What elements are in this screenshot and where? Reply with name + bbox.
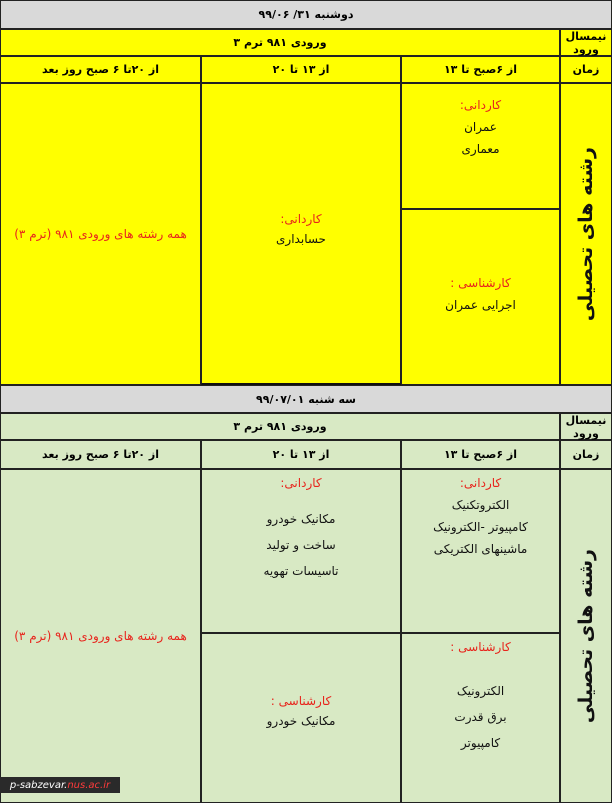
day1-term-label-text: نیمسال ورود	[565, 29, 607, 56]
day1-term-value	[0, 29, 560, 56]
day2-slot-2-karshenasi-item: مکانیک خودرو	[266, 714, 336, 728]
day2-slot-1-karshenasi-title: کارشناسی :	[450, 640, 511, 654]
day1-term-label	[560, 29, 612, 56]
day1-slot-1-kardani-title: کاردانی:	[459, 98, 502, 112]
day1-time-label-text: زمان	[572, 63, 600, 76]
site-watermark	[0, 777, 120, 793]
day2-slot-1-kardani-item: الکتروتکنیک	[451, 498, 510, 512]
day1-time-label	[560, 56, 612, 83]
watermark-suffix: nus.ac.ir	[67, 779, 111, 791]
day1-slot-3-text: همه رشته های ورودی ۹۸۱ (ترم ۳)	[14, 227, 187, 241]
day1-date-text: دوشنبه ۳۱/ ۹۹/۰۶	[258, 8, 354, 21]
day2-slot-1-header-text: از ۶صبح تا ۱۳	[443, 448, 518, 461]
day1-slot-1-header	[401, 56, 560, 83]
day1-slot-2-header	[201, 56, 401, 83]
day2-side-label-cell	[560, 469, 612, 803]
day2-side-label: رشته های تحصیلی	[575, 548, 597, 724]
day1-slot-2-header-text: از ۱۳ تا ۲۰	[272, 63, 330, 76]
day2-slot-1-karshenasi-item: برق قدرت	[454, 710, 507, 724]
day1-slot-1-header-text: از ۶صبح تا ۱۳	[443, 63, 518, 76]
day2-slot-3-header-text: از ۲۰تا ۶ صبح روز بعد	[42, 448, 159, 461]
day2-slot-2-kardani-item: ساخت و تولید	[266, 538, 336, 552]
day1-slot-1-kardani-item: عمران	[464, 120, 497, 134]
day2-slot-2-karshenasi-cell	[201, 633, 401, 803]
day1-slot-3-cell	[0, 83, 201, 385]
day2-slot-2-kardani-cell	[201, 469, 401, 633]
day2-slot-1-karshenasi-cell	[401, 633, 560, 803]
day2-slot-2-kardani-item: مکانیک خودرو	[266, 512, 336, 526]
day1-slot-1-karshenasi-title: کارشناسی :	[450, 276, 511, 290]
day2-slot-2-header	[201, 440, 401, 469]
day2-slot-1-kardani-item: ماشینهای الکتریکی	[433, 542, 528, 556]
day2-slot-3-cell	[0, 469, 201, 803]
day2-slot-1-karshenasi-item: الکترونیک	[456, 684, 505, 698]
day1-slot-2-title: کاردانی:	[280, 212, 322, 226]
day2-time-label-text: زمان	[572, 448, 600, 461]
day1-side-label-cell	[560, 83, 612, 385]
day1-slot-3-header	[0, 56, 201, 83]
day1-slot-1-karshenasi-cell	[401, 209, 560, 385]
day2-slot-3-text: همه رشته های ورودی ۹۸۱ (ترم ۳)	[14, 629, 187, 643]
day1-slot-1-karshenasi-item: اجرایی عمران	[445, 298, 516, 312]
day2-term-value	[0, 413, 560, 440]
day2-term-label	[560, 413, 612, 440]
day1-slot-1-kardani-item: معماری	[461, 142, 500, 156]
day1-slot-3-header-text: از ۲۰تا ۶ صبح روز بعد	[42, 63, 159, 76]
day2-term-value-text: ورودی ۹۸۱ ترم ۳	[233, 420, 327, 433]
day2-slot-1-karshenasi-item: کامپیوتر	[460, 736, 501, 750]
day2-slot-2-kardani-item: تاسیسات تهویه	[263, 564, 339, 578]
day1-side-label: رشته های تحصیلی	[575, 146, 597, 322]
day2-slot-1-kardani-title: کاردانی:	[459, 476, 502, 490]
day2-slot-3-header	[0, 440, 201, 469]
day1-date-header	[0, 0, 612, 29]
day2-slot-2-karshenasi-title: کارشناسی :	[270, 694, 332, 708]
day2-date-text: سه شنبه ۹۹/۰۷/۰۱	[256, 392, 356, 406]
day2-slot-2-kardani-title: کاردانی:	[280, 476, 322, 490]
day2-term-label-text: نیمسال ورود	[565, 413, 607, 440]
day2-slot-2-header-text: از ۱۳ تا ۲۰	[272, 448, 330, 461]
day2-slot-1-kardani-cell	[401, 469, 560, 633]
watermark-prefix: p-sabzevar.	[9, 779, 68, 791]
day1-slot-2-cell	[201, 83, 401, 385]
day2-slot-1-kardani-item: کامپیوتر -الکترونیک	[433, 520, 528, 534]
day1-slot-2-item: حسابداری	[276, 232, 326, 246]
day2-slot-1-header	[401, 440, 560, 469]
day2-time-label	[560, 440, 612, 469]
day2-date-header	[0, 385, 612, 413]
day1-slot-1-kardani-cell	[401, 83, 560, 209]
day1-term-value-text: ورودی ۹۸۱ ترم ۳	[233, 36, 327, 49]
